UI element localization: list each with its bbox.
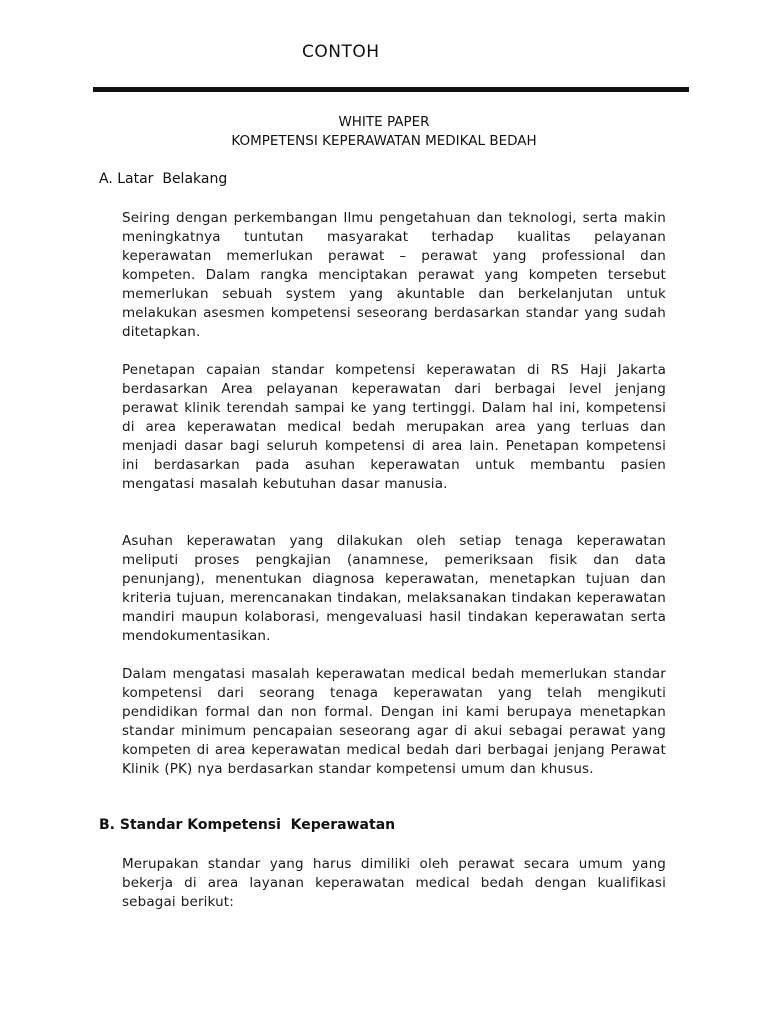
section-heading-a: A. Latar Belakang	[99, 171, 228, 187]
title-line-1: WHITE PAPER	[338, 114, 430, 130]
header-divider	[93, 87, 689, 92]
paragraph-b1: Merupakan standar yang harus dimiliki oleh perawat secara umum yang bekerja di area layanan keperawatan medical bedah dengan kualifikasi sebagai berikut:	[122, 856, 666, 910]
paragraph-a1: Seiring dengan perkembangan Ilmu pengetahuan dan teknologi, serta makin meningkatnya tuntutan masyarakat terhadap kualitas pelayanan keperawatan memerlukan perawat – perawat yang professional dan kompeten. Dalam rangka menciptakan perawat yang kompeten tersebut memerlukan sebuah system yang akuntable dan berkelanjutan untuk melakukan asesmen kompetensi seseorang berdasarkan standar yang sudah ditetapkan.	[122, 210, 666, 340]
paragraph-a2: Penetapan capaian standar kompetensi keperawatan di RS Haji Jakarta berdasarkan Area pelayanan keperawatan dari berbagai level jenjang perawat klinik terendah sampai ke yang tertinggi. Dalam hal ini, kompetensi di area keperawatan medical bedah merupakan area yang terluas dan menjadi dasar bagi seluruh kompetensi di area lain. Penetapan kompetensi ini berdasarkan pada asuhan keperawatan untuk membantu pasien mengatasi masalah kebutuhan dasar manusia.	[122, 362, 666, 492]
header-label: CONTOH	[302, 42, 380, 62]
title-line-2: KOMPETENSI KEPERAWATAN MEDIKAL BEDAH	[231, 133, 537, 149]
paragraph-a3: Asuhan keperawatan yang dilakukan oleh setiap tenaga keperawatan meliputi proses pengkajian (anamnese, pemeriksaan fisik dan data penunjang), menentukan diagnosa keperawatan, menetapkan tujuan dan kriteria tujuan, merencanakan tindakan, melaksanakan tindakan keperawatan mandiri maupun kolaborasi, mengevaluasi hasil tindakan keperawatan serta mendokumentasikan.	[122, 533, 666, 644]
document-title	[0, 113, 768, 151]
paragraph-a4: Dalam mengatasi masalah keperawatan medical bedah memerlukan standar kompetensi dari seorang tenaga keperawatan yang telah mengikuti pendidikan formal dan non formal. Dengan ini kami berupaya menetapkan standar minimum pencapaian seseorang agar di akui sebagai perawat yang kompeten di area keperawatan medical bedah dari berbagai jenjang Perawat Klinik (PK) nya berdasarkan standar kompetensi umum dan khusus.	[122, 666, 666, 777]
section-heading-b: B. Standar Kompetensi Keperawatan	[99, 817, 396, 833]
